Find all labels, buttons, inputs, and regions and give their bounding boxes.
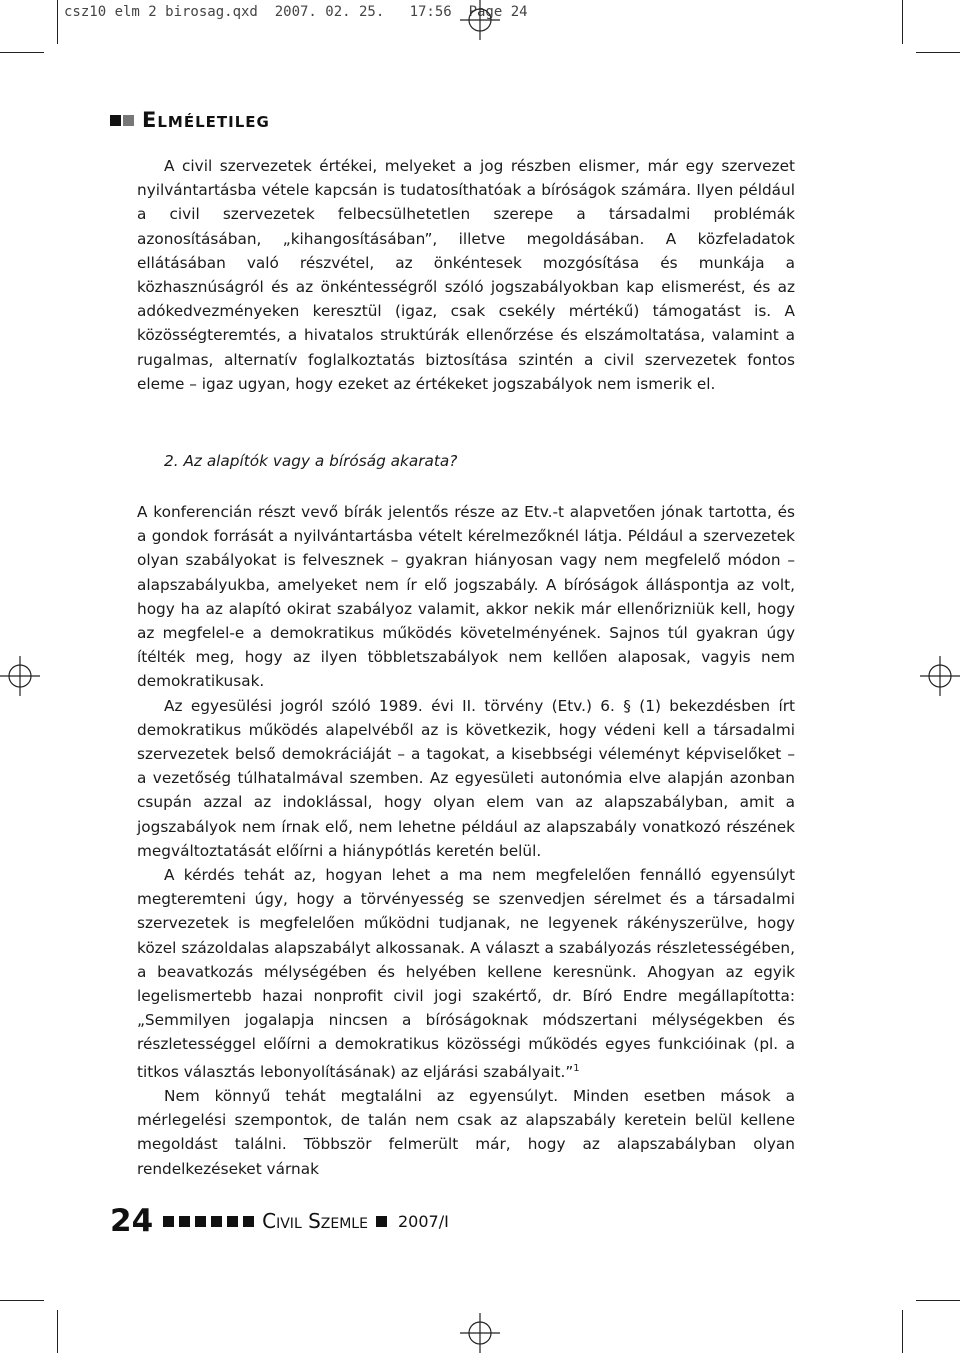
crop-mark <box>916 52 960 53</box>
crop-mark <box>0 1300 44 1301</box>
crop-mark <box>916 1300 960 1301</box>
crop-mark <box>902 0 903 44</box>
subheading: 2. Az alapítók vagy a bíróság akarata? <box>164 452 458 470</box>
page-number: 24 <box>110 1203 154 1239</box>
footer-square-icon <box>211 1216 222 1227</box>
paragraph <box>137 863 795 1084</box>
body-text-block-2 <box>137 500 795 1181</box>
issue-number: 2007/I <box>397 1211 449 1231</box>
registration-mark-icon <box>460 0 500 40</box>
page-footer <box>110 1203 449 1239</box>
crop-mark <box>57 0 58 44</box>
registration-mark-icon <box>920 656 960 696</box>
crop-mark <box>0 52 44 53</box>
footer-square-icon <box>163 1216 174 1227</box>
registration-mark-icon <box>460 1313 500 1353</box>
registration-mark-icon <box>0 656 40 696</box>
paragraph: A civil szervezetek értékei, melyeket a jog részben elismer, már egy szervezet nyilvántartásba vétele kapcsán is tudatosíthatóak a bíróságok számára. Ilyen például a civil szervezetek felbecsülhetetlen szerepe a társadalmi problémák azonosításában, „kihangosításában”, illetve megoldásában. A közfeladatok ellátásában való részvétel, az önkéntesek mozgósítása és munkája a közhasznúságról és az önkéntességről szóló jogszabályokban kap elismerést, és az adókedvezményeken keresztül (igaz, csak csekély mértékű) támogatást is. A közösségteremtés, a hivatalos struktúrák ellenőrzése és elszámoltatása, valamint a rugalmas, alternatív foglalkoztatás biztosítása szintén a civil szervezetek fontos eleme – igaz ugyan, hogy ezeket az értékeket jogszabályok nem ismerik el. <box>137 157 795 393</box>
footer-square-icon <box>376 1216 387 1227</box>
footnote-ref: 1 <box>573 1062 580 1074</box>
crop-mark <box>902 1310 903 1353</box>
crop-mark <box>57 1310 58 1353</box>
paragraph: Az egyesülési jogról szóló 1989. évi II. törvény (Etv.) 6. § (1) bekezdésben írt demokratikus működés alapelvéből az is következik, hogy védeni kell a társadalmi szervezetek belső demokráciáját – a tagokat, a kisebbségi véleményt képviselőket – a vezetőség túlhatalmával szemben. Az egyesületi autonómia elve alapján azonban csupán azzal az indoklással, hogy olyan elem van az alapszabályban, amit a jogszabályok nem írnak elő, nem lehetne például az alapszabály vonatkozó részének megváltoztatását előírni a hiánypótlás keretén belül. <box>137 696 795 860</box>
body-text-block-1 <box>137 154 795 396</box>
paragraph: A konferencián részt vevő bírák jelentős része az Etv.-t alapvetően jónak tartotta, és a gondok forrását a nyilvántartásba vételt kérelmezőknél látja. Például a szervezetek olyan szabályokat is felvesznek – gyakran hiányosan vagy nem megfelelő módon – alapszabályukba, amelyeket nem ír elő jogszabály. A bíróságok álláspontja az volt, hogy ha az alapító okirat szabályoz valamit, akkor nekik már ellenőrizniük kell, hogy az megfelel-e a demokratikus működés követelményének. Sajnos túl gyakran úgy ítélték meg, hogy az ilyen többletszabályok nem kellően alaposak, vagyis nem demokratikusak. <box>137 503 795 691</box>
paragraph: Nem könnyű tehát megtalálni az egyensúlyt. Minden esetben mások a mérlegelési szempontok, de talán nem csak az alapszabály keretein belül kellene megoldást találni. Többször felmerült már, hogy az alapszabályban olyan rendelkezéseket várnak <box>137 1086 795 1178</box>
footer-square-icon <box>195 1216 206 1227</box>
file-slug: csz10 elm 2 birosag.qxd 2007. 02. 25. 17:56 Page 24 <box>64 4 528 20</box>
heading-bullet-icon <box>110 115 136 126</box>
journal-title: Civil Szemle <box>262 1209 368 1233</box>
section-heading-text: Elméletileg <box>142 108 270 132</box>
footer-square-icon <box>179 1216 190 1227</box>
footer-square-icon <box>227 1216 238 1227</box>
paragraph-text: A kérdés tehát az, hogyan lehet a ma nem megfelelően fennálló egyensúlyt megteremteni úgy, hogy a törvényesség se szenvedjen sérelmet és a társadalmi szervezetek is megfelelően működni tudjanak, ne legyenek rákényszerülve, hogy közel százoldalas alapszabályt alkossanak. A választ a szabályozás részletességében, a beavatkozás mélységében és helyében kellene keresnünk. Ahogyan az egyik legelismertebb hazai nonprofit civil jogi szakértő, dr. Bíró Endre megállapította: „Semmilyen jogalapja nincsen a bíróságoknak módszertani mélységekben és részletességgel előírni a demokratikus közösségi működés egyes funkcióinak (pl. a titkos választás lebonyolításának) az eljárási szabályait.” <box>137 866 795 1081</box>
section-heading <box>110 108 270 132</box>
footer-square-icon <box>243 1216 254 1227</box>
